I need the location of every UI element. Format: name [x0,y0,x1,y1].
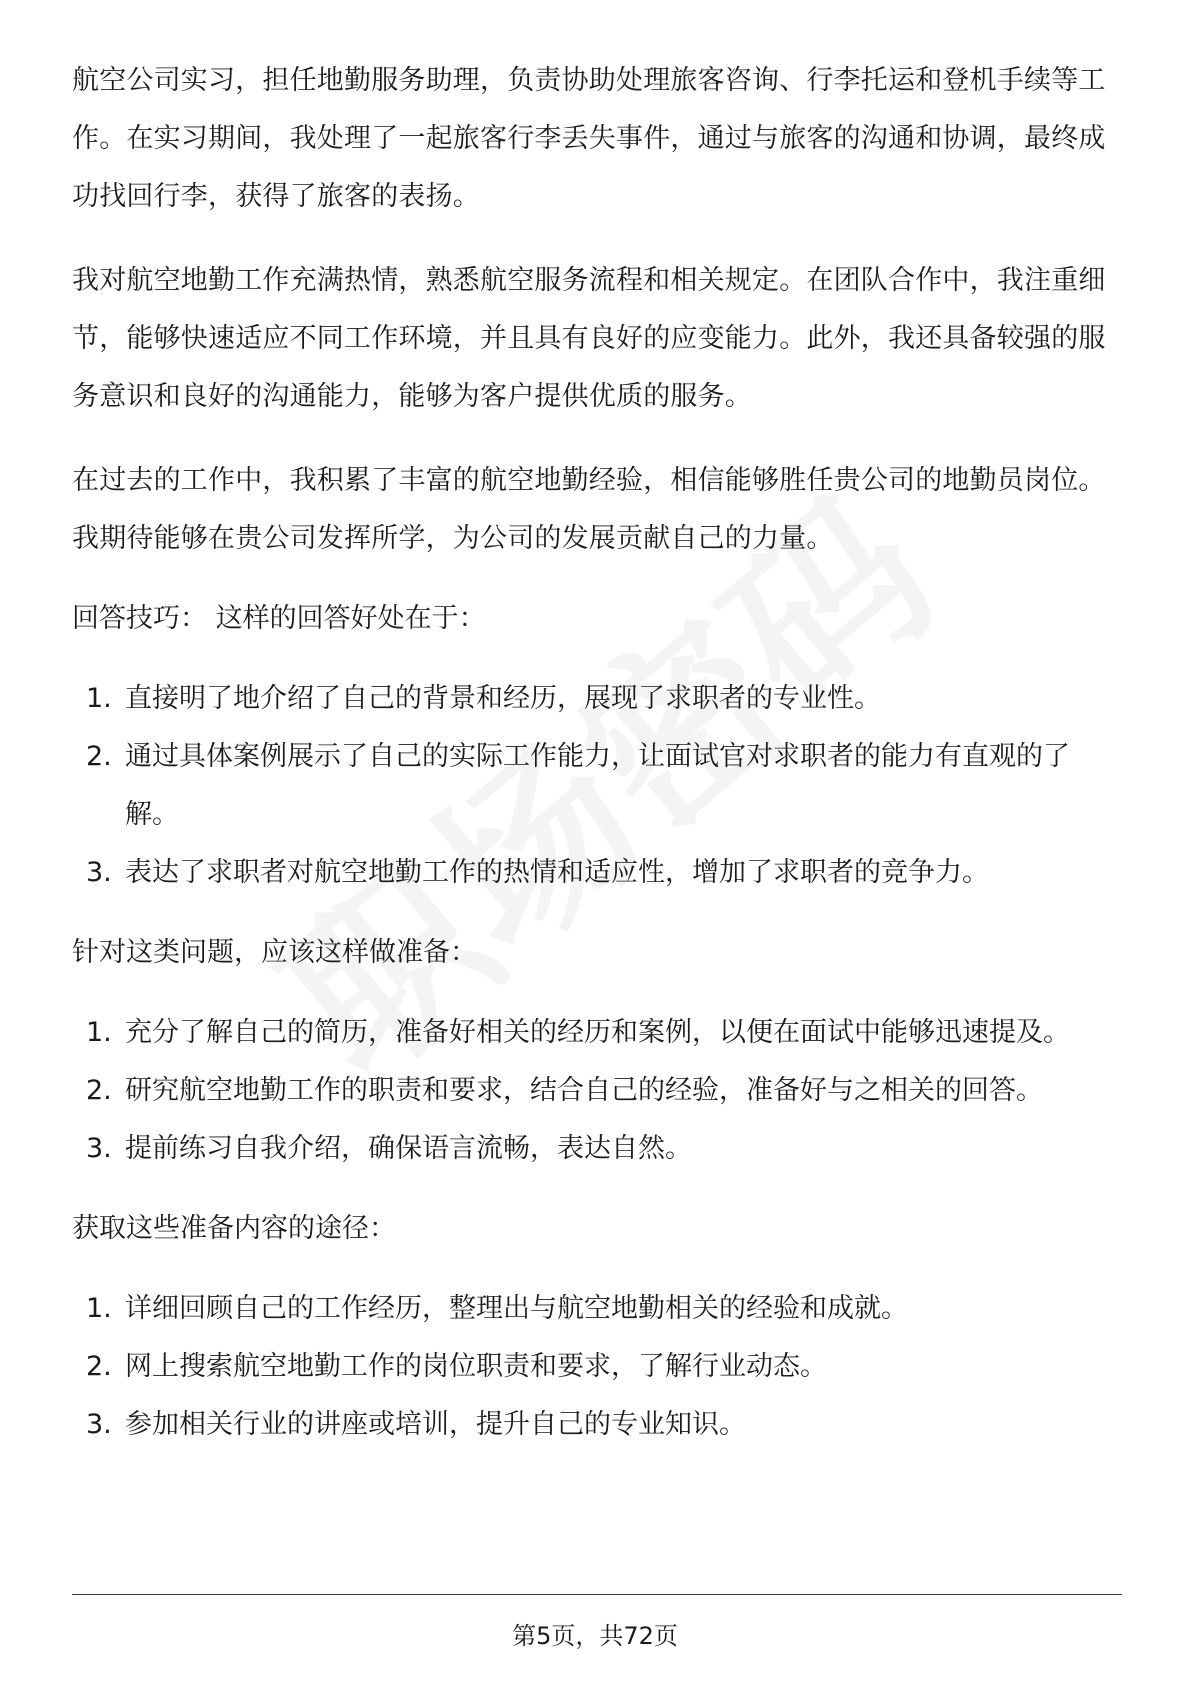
list-number: 3. [86,1409,112,1440]
list-text: 研究航空地勤工作的职责和要求，结合自己的经验，准备好与之相关的回答。 [125,1075,1043,1106]
prepare-heading: 针对这类问题，应该这样做准备： [72,937,477,968]
tips-heading: 回答技巧： 这样的回答好处在于： [72,603,486,634]
footer-divider [72,1594,1122,1595]
list-text: 提前练习自我介绍，确保语言流畅，表达自然。 [125,1133,692,1164]
list-item [72,844,1122,902]
list-item [72,1396,1122,1454]
list-item [72,728,1122,844]
list-text: 详细回顾自己的工作经历，整理出与航空地勤相关的经验和成就。 [125,1293,908,1324]
list-number: 3. [86,857,112,888]
paragraph-experience: 在过去的工作中，我积累了丰富的航空地勤经验，相信能够胜任贵公司的地勤员岗位。我期待能够在贵公司发挥所学，为公司的发展贡献自己的力量。 [72,465,1106,554]
list-text: 直接明了地介绍了自己的背景和经历，展现了求职者的专业性。 [125,683,881,714]
list-number: 1. [86,1293,112,1324]
sources-heading: 获取这些准备内容的途径： [72,1213,396,1244]
list-number: 1. [86,1017,112,1048]
list-number: 1. [86,683,112,714]
page-number: 第5页，共72页 [512,1622,678,1650]
list-number: 2. [86,1351,112,1382]
list-text: 网上搜索航空地勤工作的岗位职责和要求，了解行业动态。 [125,1351,827,1382]
list-item [72,1338,1122,1396]
list-item [72,1062,1122,1120]
list-text: 通过具体案例展示了自己的实际工作能力，让面试官对求职者的能力有直观的了解。 [125,741,1070,830]
list-text: 参加相关行业的讲座或培训，提升自己的专业知识。 [125,1409,746,1440]
list-item [72,1120,1122,1178]
list-number: 3. [86,1133,112,1164]
paragraph-passion: 我对航空地勤工作充满热情，熟悉航空服务流程和相关规定。在团队合作中，我注重细节，能够快速适应不同工作环境，并且具有良好的应变能力。此外，我还具备较强的服务意识和良好的沟通能力，能够为客户提供优质的服务。 [72,265,1106,412]
list-number: 2. [86,1075,112,1106]
list-number: 2. [86,741,112,772]
list-text: 充分了解自己的简历，准备好相关的经历和案例，以便在面试中能够迅速提及。 [125,1017,1070,1048]
list-item [72,670,1122,728]
prepare-list [72,1004,1122,1178]
list-item [72,1280,1122,1338]
paragraph-internship: 航空公司实习，担任地勤服务助理，负责协助处理旅客咨询、行李托运和登机手续等工作。在实习期间，我处理了一起旅客行李丢失事件，通过与旅客的沟通和协调，最终成功找回行李，获得了旅客的表扬。 [72,65,1106,212]
page-content [72,52,1122,1476]
list-text: 表达了求职者对航空地勤工作的热情和适应性，增加了求职者的竞争力。 [125,857,989,888]
list-item [72,1004,1122,1062]
sources-list [72,1280,1122,1454]
tips-list [72,670,1122,902]
